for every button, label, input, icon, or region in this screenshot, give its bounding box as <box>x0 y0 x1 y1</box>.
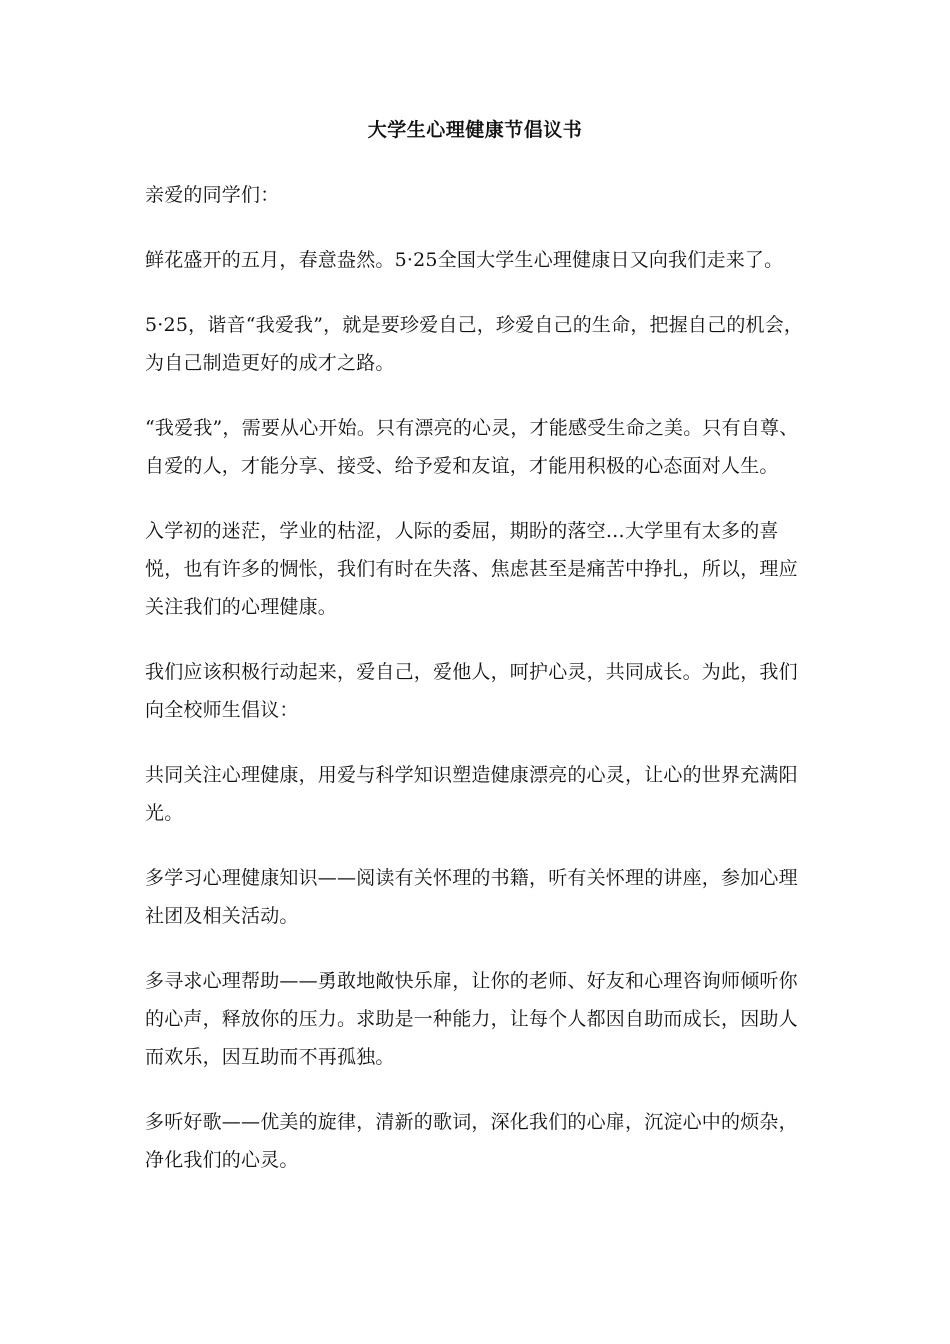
paragraph-challenges: 入学初的迷茫，学业的枯涩，人际的委屈，期盼的落空…大学里有太多的喜悦，也有许多的惆怅，我们有时在失落、焦虑甚至是痛苦中挣扎，所以，理应关注我们的心理健康。 <box>145 520 798 618</box>
paragraph-proposal-attention: 共同关注心理健康，用爱与科学知识塑造健康漂亮的心灵，让心的世界充满阳光。 <box>145 764 798 824</box>
paragraph-greeting: 亲爱的同学们： <box>145 184 280 206</box>
paragraph-meaning: 5·25，谐音“我爱我”，就是要珍爱自己，珍爱自己的生命，把握自己的机会，为自己制造更好的成才之路。 <box>145 314 804 374</box>
paragraph-call-to-action: 我们应该积极行动起来，爱自己，爱他人，呵护心灵，共同成长。为此，我们向全校师生倡议： <box>145 661 798 721</box>
paragraph-proposal-learning: 多学习心理健康知识——阅读有关怀理的书籍，听有关怀理的讲座，参加心理社团及相关活动。 <box>145 867 798 927</box>
paragraph-proposal-music: 多听好歌——优美的旋律，清新的歌词，深化我们的心扉，沉淀心中的烦杂，净化我们的心灵。 <box>145 1111 798 1171</box>
document-title: 大学生心理健康节倡议书 <box>367 119 583 141</box>
paragraph-proposal-help: 多寻求心理帮助——勇敢地敞快乐扉，让你的老师、好友和心理咨询师倾听你的心声，释放你的压力。求助是一种能力，让每个人都因自助而成长，因助人而欢乐，因互助而不再孤独。 <box>145 970 798 1068</box>
paragraph-self-love: “我爱我”，需要从心开始。只有漂亮的心灵，才能感受生命之美。只有自尊、自爱的人，才能分享、接受、给予爱和友谊，才能用积极的心态面对人生。 <box>145 417 799 477</box>
document-body <box>145 176 809 1206</box>
paragraph-intro: 鲜花盛开的五月，春意盎然。5·25全国大学生心理健康日又向我们走来了。 <box>145 249 784 271</box>
